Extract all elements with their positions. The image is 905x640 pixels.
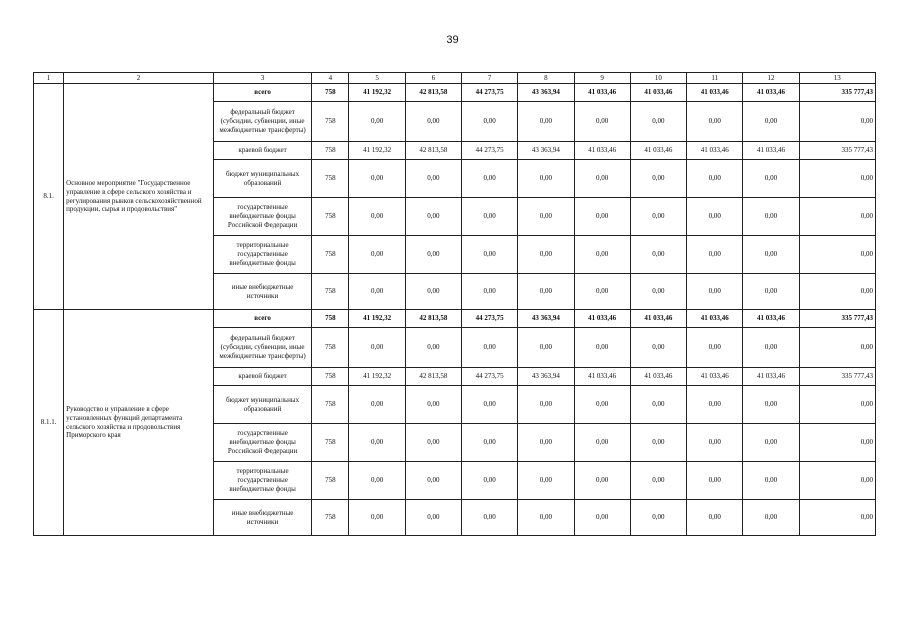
year-value: 0,00 [462,424,518,462]
year-value: 0,00 [743,160,799,198]
header-cell: 6 [405,73,461,84]
header-cell: 9 [574,73,630,84]
year-value: 0,00 [574,198,630,236]
admin-code: 758 [312,386,349,424]
year-value: 0,00 [743,500,799,536]
funding-source: государственные внебюджетные фонды Российской Федерации [213,198,311,236]
year-value: 0,00 [743,386,799,424]
total-value: 0,00 [799,386,875,424]
year-value: 0,00 [743,198,799,236]
year-value: 41 033,46 [687,84,743,102]
year-value: 41 033,46 [743,310,799,328]
funding-source: иные внебюджетные источники [213,274,311,310]
year-value: 0,00 [518,500,574,536]
year-value: 0,00 [630,102,686,142]
year-value: 0,00 [349,328,405,368]
year-value: 0,00 [574,160,630,198]
year-value: 0,00 [349,198,405,236]
year-value: 0,00 [574,462,630,500]
total-value: 335 777,43 [799,142,875,160]
admin-code: 758 [312,198,349,236]
year-value: 0,00 [349,102,405,142]
year-value: 0,00 [405,102,461,142]
year-value: 0,00 [687,424,743,462]
year-value: 0,00 [349,160,405,198]
total-value: 0,00 [799,274,875,310]
year-value: 0,00 [462,328,518,368]
header-cell: 2 [64,73,214,84]
year-value: 43 363,94 [518,368,574,386]
year-value: 0,00 [687,236,743,274]
year-value: 0,00 [518,198,574,236]
year-value: 44 273,75 [462,310,518,328]
header-cell: 12 [743,73,799,84]
total-value: 0,00 [799,500,875,536]
year-value: 0,00 [405,500,461,536]
year-value: 41 033,46 [743,84,799,102]
year-value: 0,00 [462,102,518,142]
year-value: 41 192,32 [349,310,405,328]
funding-source: бюджет муниципальных образований [213,386,311,424]
year-value: 0,00 [462,236,518,274]
year-value: 41 033,46 [630,84,686,102]
year-value: 0,00 [349,500,405,536]
year-value: 0,00 [574,102,630,142]
year-value: 0,00 [687,198,743,236]
year-value: 0,00 [462,160,518,198]
admin-code: 758 [312,310,349,328]
year-value: 41 192,32 [349,368,405,386]
admin-code: 758 [312,328,349,368]
table-body [34,73,876,536]
year-value: 0,00 [630,462,686,500]
year-value: 42 813,58 [405,368,461,386]
year-value: 0,00 [349,236,405,274]
year-value: 41 033,46 [574,368,630,386]
year-value: 41 192,32 [349,142,405,160]
year-value: 0,00 [574,236,630,274]
funding-source: всего [213,84,311,102]
funding-source: территориальные государственные внебюджетные фонды [213,462,311,500]
total-value: 335 777,43 [799,368,875,386]
year-value: 0,00 [518,274,574,310]
table-row [34,310,876,328]
year-value: 0,00 [743,236,799,274]
header-cell: 10 [630,73,686,84]
year-value: 0,00 [687,500,743,536]
year-value: 42 813,58 [405,84,461,102]
year-value: 0,00 [574,274,630,310]
year-value: 0,00 [462,274,518,310]
year-value: 0,00 [405,274,461,310]
total-value: 335 777,43 [799,84,875,102]
header-cell: 8 [518,73,574,84]
admin-code: 758 [312,142,349,160]
item-name: Руководство и управление в сфере установленных функций департамента сельского хозяйства и продовольствия Приморского края [64,310,214,536]
admin-code: 758 [312,368,349,386]
year-value: 0,00 [574,500,630,536]
budget-table [33,72,876,536]
year-value: 0,00 [518,160,574,198]
header-cell: 5 [349,73,405,84]
total-value: 0,00 [799,160,875,198]
year-value: 44 273,75 [462,368,518,386]
item-index: 8.1.1. [34,310,64,536]
year-value: 0,00 [405,160,461,198]
year-value: 0,00 [630,328,686,368]
funding-source: государственные внебюджетные фонды Российской Федерации [213,424,311,462]
year-value: 0,00 [574,424,630,462]
year-value: 0,00 [518,102,574,142]
year-value: 0,00 [743,462,799,500]
header-cell: 1 [34,73,64,84]
admin-code: 758 [312,84,349,102]
funding-source: краевой бюджет [213,368,311,386]
year-value: 0,00 [574,386,630,424]
year-value: 0,00 [349,386,405,424]
page-number: 39 [446,34,459,46]
year-value: 0,00 [518,424,574,462]
year-value: 0,00 [405,386,461,424]
year-value: 0,00 [405,328,461,368]
year-value: 0,00 [518,328,574,368]
year-value: 0,00 [743,102,799,142]
year-value: 0,00 [349,274,405,310]
year-value: 41 033,46 [574,142,630,160]
funding-source: территориальные государственные внебюджетные фонды [213,236,311,274]
header-cell: 3 [213,73,311,84]
year-value: 0,00 [687,386,743,424]
year-value: 0,00 [630,424,686,462]
year-value: 0,00 [518,386,574,424]
year-value: 41 033,46 [630,310,686,328]
total-value: 335 777,43 [799,310,875,328]
header-cell: 13 [799,73,875,84]
year-value: 42 813,58 [405,142,461,160]
year-value: 0,00 [630,386,686,424]
total-value: 0,00 [799,462,875,500]
year-value: 0,00 [630,236,686,274]
header-cell: 4 [312,73,349,84]
year-value: 0,00 [687,274,743,310]
admin-code: 758 [312,236,349,274]
year-value: 0,00 [518,462,574,500]
admin-code: 758 [312,274,349,310]
year-value: 41 033,46 [687,142,743,160]
total-value: 0,00 [799,236,875,274]
year-value: 0,00 [743,424,799,462]
funding-source: всего [213,310,311,328]
year-value: 0,00 [687,160,743,198]
year-value: 0,00 [405,462,461,500]
year-value: 42 813,58 [405,310,461,328]
year-value: 0,00 [349,462,405,500]
year-value: 0,00 [349,424,405,462]
total-value: 0,00 [799,102,875,142]
header-cell: 11 [687,73,743,84]
year-value: 44 273,75 [462,84,518,102]
year-value: 41 033,46 [743,142,799,160]
total-value: 0,00 [799,424,875,462]
year-value: 0,00 [630,198,686,236]
year-value: 43 363,94 [518,310,574,328]
year-value: 0,00 [630,500,686,536]
year-value: 41 033,46 [630,142,686,160]
year-value: 0,00 [743,274,799,310]
year-value: 41 033,46 [574,310,630,328]
admin-code: 758 [312,102,349,142]
item-index: 8.1. [34,84,64,310]
table-row [34,84,876,102]
admin-code: 758 [312,500,349,536]
funding-source: федеральный бюджет (субсидии, субвенции, иные межбюджетные трансферты) [213,328,311,368]
year-value: 43 363,94 [518,84,574,102]
admin-code: 758 [312,424,349,462]
funding-source: иные внебюджетные источники [213,500,311,536]
year-value: 0,00 [518,236,574,274]
year-value: 41 033,46 [743,368,799,386]
year-value: 0,00 [462,198,518,236]
year-value: 0,00 [462,500,518,536]
year-value: 0,00 [405,236,461,274]
year-value: 0,00 [462,462,518,500]
funding-source: краевой бюджет [213,142,311,160]
total-value: 0,00 [799,198,875,236]
year-value: 41 033,46 [574,84,630,102]
year-value: 0,00 [630,160,686,198]
year-value: 0,00 [743,328,799,368]
year-value: 0,00 [687,462,743,500]
year-value: 0,00 [405,198,461,236]
year-value: 0,00 [405,424,461,462]
year-value: 0,00 [687,102,743,142]
year-value: 0,00 [630,274,686,310]
admin-code: 758 [312,462,349,500]
year-value: 44 273,75 [462,142,518,160]
year-value: 0,00 [574,328,630,368]
funding-source: федеральный бюджет (субсидии, субвенции, иные межбюджетные трансферты) [213,102,311,142]
year-value: 0,00 [462,386,518,424]
admin-code: 758 [312,160,349,198]
year-value: 41 192,32 [349,84,405,102]
header-row [34,73,876,84]
year-value: 41 033,46 [630,368,686,386]
year-value: 43 363,94 [518,142,574,160]
year-value: 41 033,46 [687,368,743,386]
item-name: Основное мероприятие "Государственное управление в сфере сельского хозяйства и регулирования рынков сельскохозяйственной продукции, сырья и продовольствия" [64,84,214,310]
funding-source: бюджет муниципальных образований [213,160,311,198]
year-value: 41 033,46 [687,310,743,328]
total-value: 0,00 [799,328,875,368]
header-cell: 7 [462,73,518,84]
year-value: 0,00 [687,328,743,368]
